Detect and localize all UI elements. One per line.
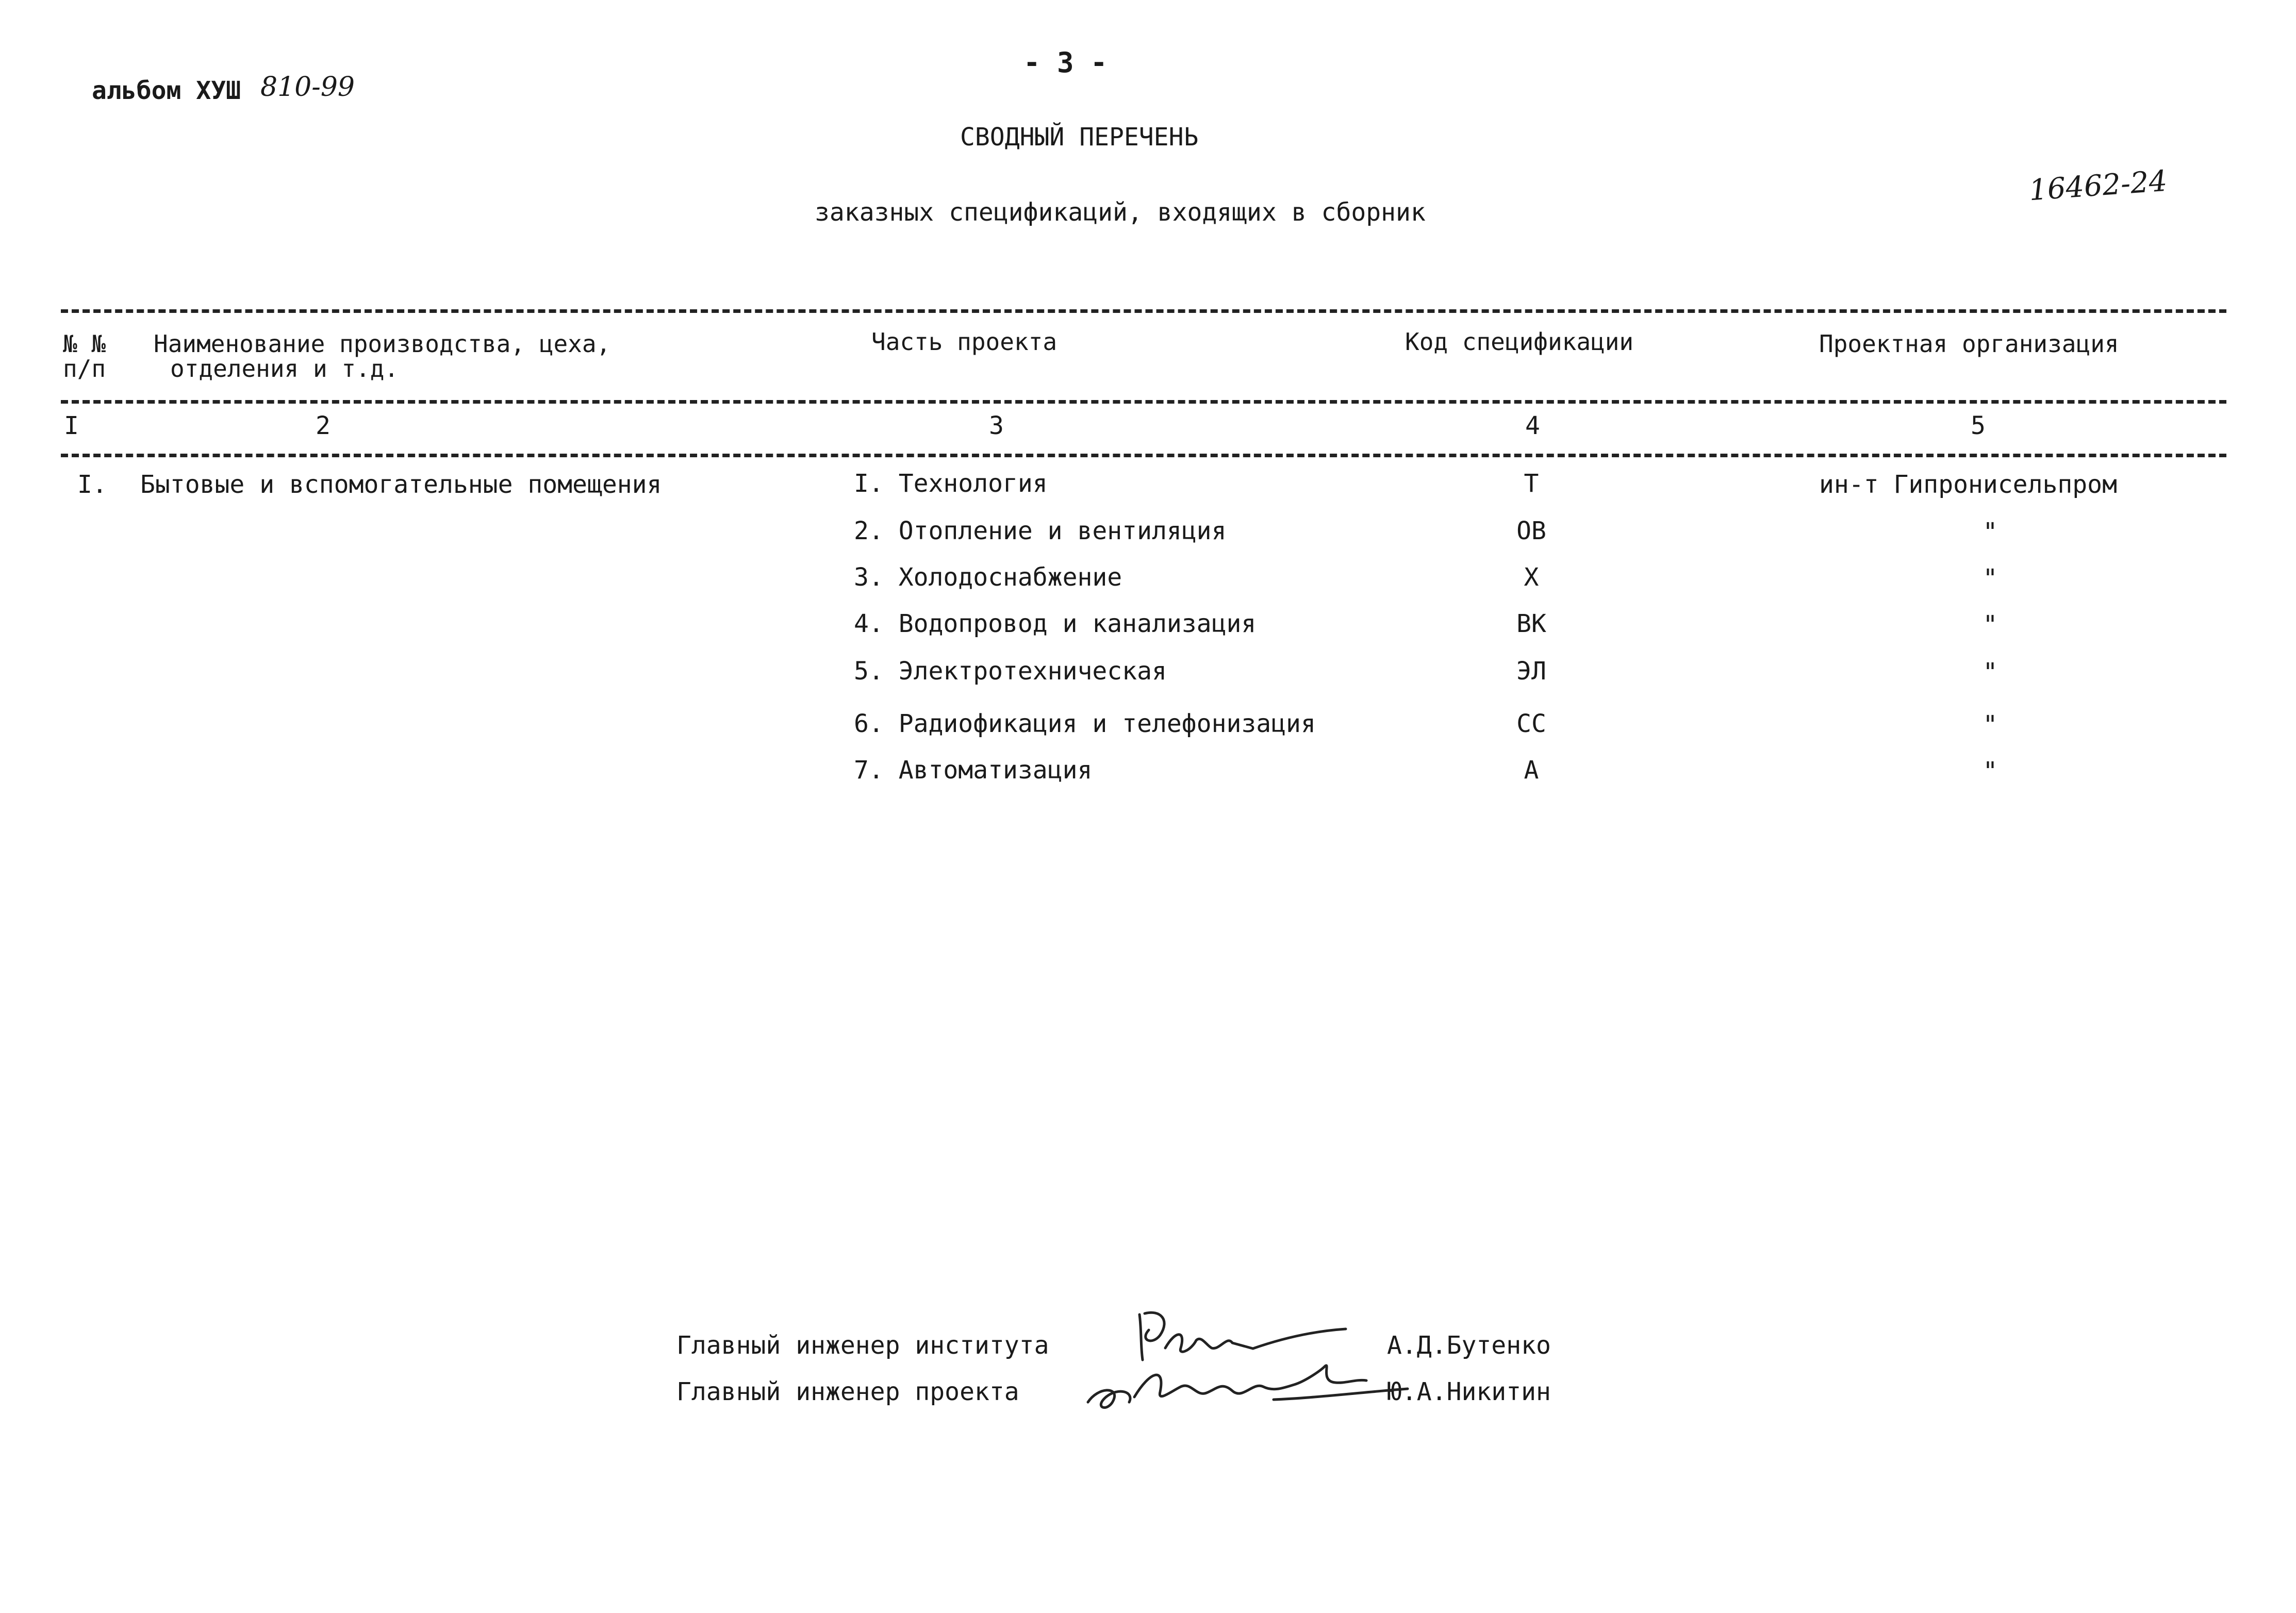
- page-number: - 3 -: [1023, 46, 1108, 79]
- row-part: I. Технология: [854, 469, 1048, 498]
- album-label: альбом ХУШ: [92, 76, 241, 105]
- row-part: 3. Холодоснабжение: [854, 563, 1122, 592]
- row-code: А: [1524, 756, 1539, 785]
- signature-name: А.Д.Бутенко: [1387, 1331, 1551, 1360]
- row-part: 5. Электротехническая: [854, 657, 1167, 686]
- row-code: ВК: [1516, 609, 1546, 638]
- section-name: Бытовые и вспомогательные помещения: [140, 470, 662, 499]
- column-number: 4: [1525, 411, 1540, 440]
- header-part: Часть проекта: [871, 328, 1058, 356]
- row-code: Т: [1524, 469, 1539, 498]
- row-org: ": [1983, 610, 1998, 639]
- row-org: ": [1983, 564, 1998, 593]
- section-number: I.: [77, 470, 107, 499]
- row-code: СС: [1516, 709, 1546, 738]
- signature-role: Главный инженер проекта: [676, 1377, 1019, 1406]
- signature-name: Ю.А.Никитин: [1387, 1377, 1551, 1406]
- table-top-rule: [61, 309, 2226, 313]
- row-part: 7. Автоматизация: [854, 756, 1093, 785]
- row-org: ин-т Гипронисельпром: [1819, 470, 2117, 499]
- column-number: I: [64, 411, 79, 440]
- header-bottom-rule: [61, 400, 2226, 404]
- document-subtitle: заказных спецификаций, входящих в сборник: [815, 198, 1426, 227]
- header-num-line1: № №: [63, 330, 106, 358]
- header-name-line2: отделения и т.д.: [170, 355, 399, 383]
- numbers-bottom-rule: [61, 454, 2226, 457]
- column-number: 5: [1971, 411, 1986, 440]
- header-code: Код спецификации: [1405, 328, 1634, 356]
- column-number: 3: [989, 411, 1004, 440]
- row-part: 4. Водопровод и канализация: [854, 609, 1257, 638]
- row-org: ": [1983, 710, 1998, 739]
- header-name-line1: Наименование производства, цеха,: [154, 330, 611, 358]
- row-part: 2. Отопление и вентиляция: [854, 517, 1227, 545]
- header-org: Проектная организация: [1819, 330, 2119, 358]
- row-code: ОВ: [1516, 517, 1546, 545]
- header-num-line2: п/п: [63, 355, 106, 383]
- album-number: 810-99: [260, 72, 355, 103]
- column-number: 2: [316, 411, 331, 440]
- row-org: ": [1983, 757, 1998, 786]
- row-org: ": [1983, 518, 1998, 546]
- document-code: 16462-24: [2028, 164, 2169, 208]
- row-code: ЭЛ: [1516, 657, 1546, 686]
- row-org: ": [1983, 658, 1998, 687]
- signature-role: Главный инженер института: [676, 1331, 1049, 1360]
- document-title: СВОДНЫЙ ПЕРЕЧЕНЬ: [960, 123, 1199, 152]
- row-code: Х: [1524, 563, 1539, 592]
- row-part: 6. Радиофикация и телефонизация: [854, 709, 1316, 738]
- handwritten-signature-2: [1078, 1351, 1413, 1418]
